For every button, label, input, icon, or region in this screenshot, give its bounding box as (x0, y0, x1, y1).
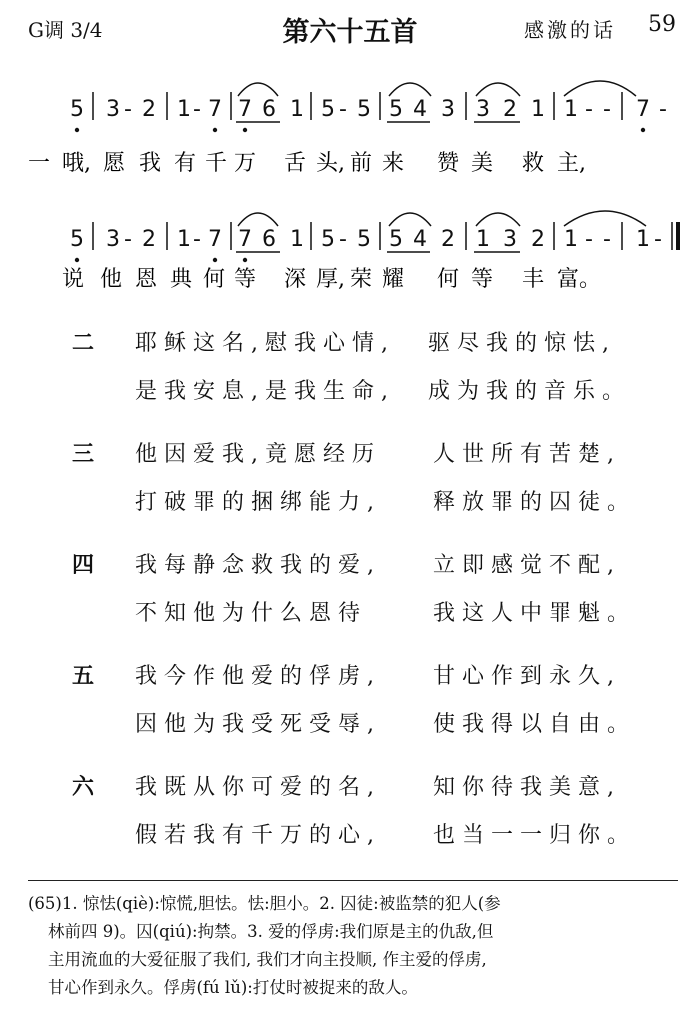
footnote-line: 主用流血的大爱征服了我们, 我们才向主投顺, 作主爱的俘虏, (48, 950, 487, 969)
verse-line: 是我安息,是我生命, (135, 379, 395, 404)
key-time-signature: G调 3/4 (28, 18, 103, 42)
note: 1 (290, 97, 304, 122)
footnote-divider (28, 880, 678, 881)
lyric: 说 (62, 267, 85, 292)
note: 5 (321, 227, 335, 252)
lyric: 何 (203, 267, 226, 292)
lyric: 舌 (284, 151, 307, 176)
notes-line-2 (70, 222, 678, 252)
note: 5 (321, 97, 335, 122)
note: 7 (636, 97, 650, 122)
note: - (124, 227, 132, 252)
lyric: 来 (382, 151, 405, 176)
note: 2 (142, 97, 156, 122)
note: - (339, 227, 347, 252)
note: - (339, 97, 347, 122)
verse-number: 二 (72, 330, 95, 356)
verse-line: 打破罪的捆绑能力, (135, 490, 381, 515)
page-number: 59 (648, 12, 676, 37)
octave-dots-line-2 (75, 258, 247, 262)
footnote (28, 890, 683, 1002)
verse-line: 假若我有千万的心, (135, 823, 381, 848)
verse-line: 立即感觉不配, (433, 553, 621, 578)
lyric: 千 (205, 151, 228, 176)
lyric: 美 (471, 151, 494, 176)
note: 5 (357, 227, 371, 252)
verse-number: 四 (72, 552, 95, 578)
note: 5 (389, 97, 403, 122)
score-line-1 (70, 81, 667, 132)
note: 2 (531, 227, 545, 252)
lyric: 何 (437, 267, 460, 292)
notes-line-1 (70, 92, 667, 122)
note: - (654, 227, 662, 252)
note: - (124, 97, 132, 122)
note: 5 (70, 97, 84, 122)
note: 6 (262, 227, 276, 252)
note: 1 (564, 97, 578, 122)
lyric: 主, (557, 151, 586, 176)
verse-line: 他因爱我,竟愿经历 (135, 442, 381, 467)
lyric: 头, (316, 151, 345, 176)
lyrics-line-2 (62, 267, 601, 292)
lyrics-line-1 (28, 151, 586, 176)
slurs-line-2 (238, 211, 646, 226)
verse-line: 耶稣这名,慰我心情, (135, 331, 395, 356)
lyric: 深 (284, 267, 307, 292)
verse-line: 也当一一归你。 (433, 823, 637, 848)
footnote-line: (65)1. 惊怯(qiè):惊慌,胆怯。怯:胆小。2. 囚徒:被监禁的犯人(参 (28, 894, 501, 913)
note: 1 (476, 227, 490, 252)
lyric: 万 (234, 151, 257, 176)
lyric: 富。 (557, 267, 602, 292)
verse-number: 六 (72, 774, 95, 800)
hymn-name: 感激的话 (524, 18, 616, 42)
note: 4 (413, 97, 427, 122)
note: 7 (238, 227, 252, 252)
lyric: 等 (471, 267, 494, 292)
verse-number: 五 (72, 663, 95, 689)
lyric: 荣 (350, 267, 373, 292)
note: 3 (106, 97, 120, 122)
lyric: 一 (28, 151, 51, 176)
lyric: 恩 (135, 267, 158, 292)
note: 7 (208, 227, 222, 252)
footnote-line: 林前四 9)。囚(qiú):拘禁。3. 爱的俘虏:我们原是主的仇敌,但 (48, 922, 494, 941)
note: 3 (441, 97, 455, 122)
verse-line: 因他为我受死受辱, (135, 712, 381, 737)
verse-line: 我每静念救我的爱, (135, 553, 381, 578)
note: 1 (636, 227, 650, 252)
note: 3 (476, 97, 490, 122)
lyric: 哦, (62, 151, 91, 176)
octave-dots-line-1 (75, 128, 645, 132)
lyric: 他 (100, 267, 123, 292)
verse-line: 使我得以自由。 (433, 712, 637, 737)
verse-line: 甘心作到永久, (433, 664, 621, 689)
lyric: 厚, (316, 267, 345, 292)
lyric: 等 (234, 267, 257, 292)
note: 1 (290, 227, 304, 252)
note: 1 (177, 97, 191, 122)
lyric: 我 (139, 151, 162, 176)
note: 7 (238, 97, 252, 122)
note: 2 (503, 97, 517, 122)
lyric: 救 (522, 151, 545, 176)
lyric: 愿 (103, 151, 126, 176)
slurs-line-1 (238, 81, 636, 96)
verse-line: 我既从你可爱的名, (135, 775, 381, 800)
note: 4 (413, 227, 427, 252)
verse-number: 三 (72, 441, 95, 467)
verse-line: 释放罪的囚徒。 (433, 490, 637, 515)
note: - (585, 227, 593, 252)
footnote-line: 甘心作到永久。俘虏(fú lǔ):打仗时被捉来的敌人。 (48, 978, 418, 997)
note: 1 (564, 227, 578, 252)
note: 2 (441, 227, 455, 252)
verse-line: 我这人中罪魁。 (433, 601, 637, 626)
verse-line: 成为我的音乐。 (428, 379, 632, 404)
lyric: 耀 (382, 267, 405, 292)
note: 6 (262, 97, 276, 122)
verse-line: 知你待我美意, (433, 775, 621, 800)
note: - (193, 227, 201, 252)
lyric: 前 (350, 151, 373, 176)
page-title: 第六十五首 (282, 17, 418, 48)
note: - (603, 97, 611, 122)
note: - (659, 97, 667, 122)
note: - (603, 227, 611, 252)
note: - (193, 97, 201, 122)
verse-line: 不知他为什么恩待 (135, 601, 368, 626)
lyric: 典 (170, 267, 193, 292)
lyric: 丰 (522, 267, 545, 292)
note: 3 (503, 227, 517, 252)
score-line-2 (70, 211, 678, 262)
note: 5 (389, 227, 403, 252)
note: 1 (531, 97, 545, 122)
note: 5 (70, 227, 84, 252)
note: 1 (177, 227, 191, 252)
verse-line: 人世所有苦楚, (433, 442, 621, 467)
note: - (585, 97, 593, 122)
lyric: 有 (174, 151, 197, 176)
verse-line: 我今作他爱的俘虏, (135, 664, 381, 689)
lyric: 赞 (437, 151, 460, 176)
note: 7 (208, 97, 222, 122)
note: 3 (106, 227, 120, 252)
note: 5 (357, 97, 371, 122)
verse-line: 驱尽我的惊怯, (428, 331, 616, 356)
note: 2 (142, 227, 156, 252)
